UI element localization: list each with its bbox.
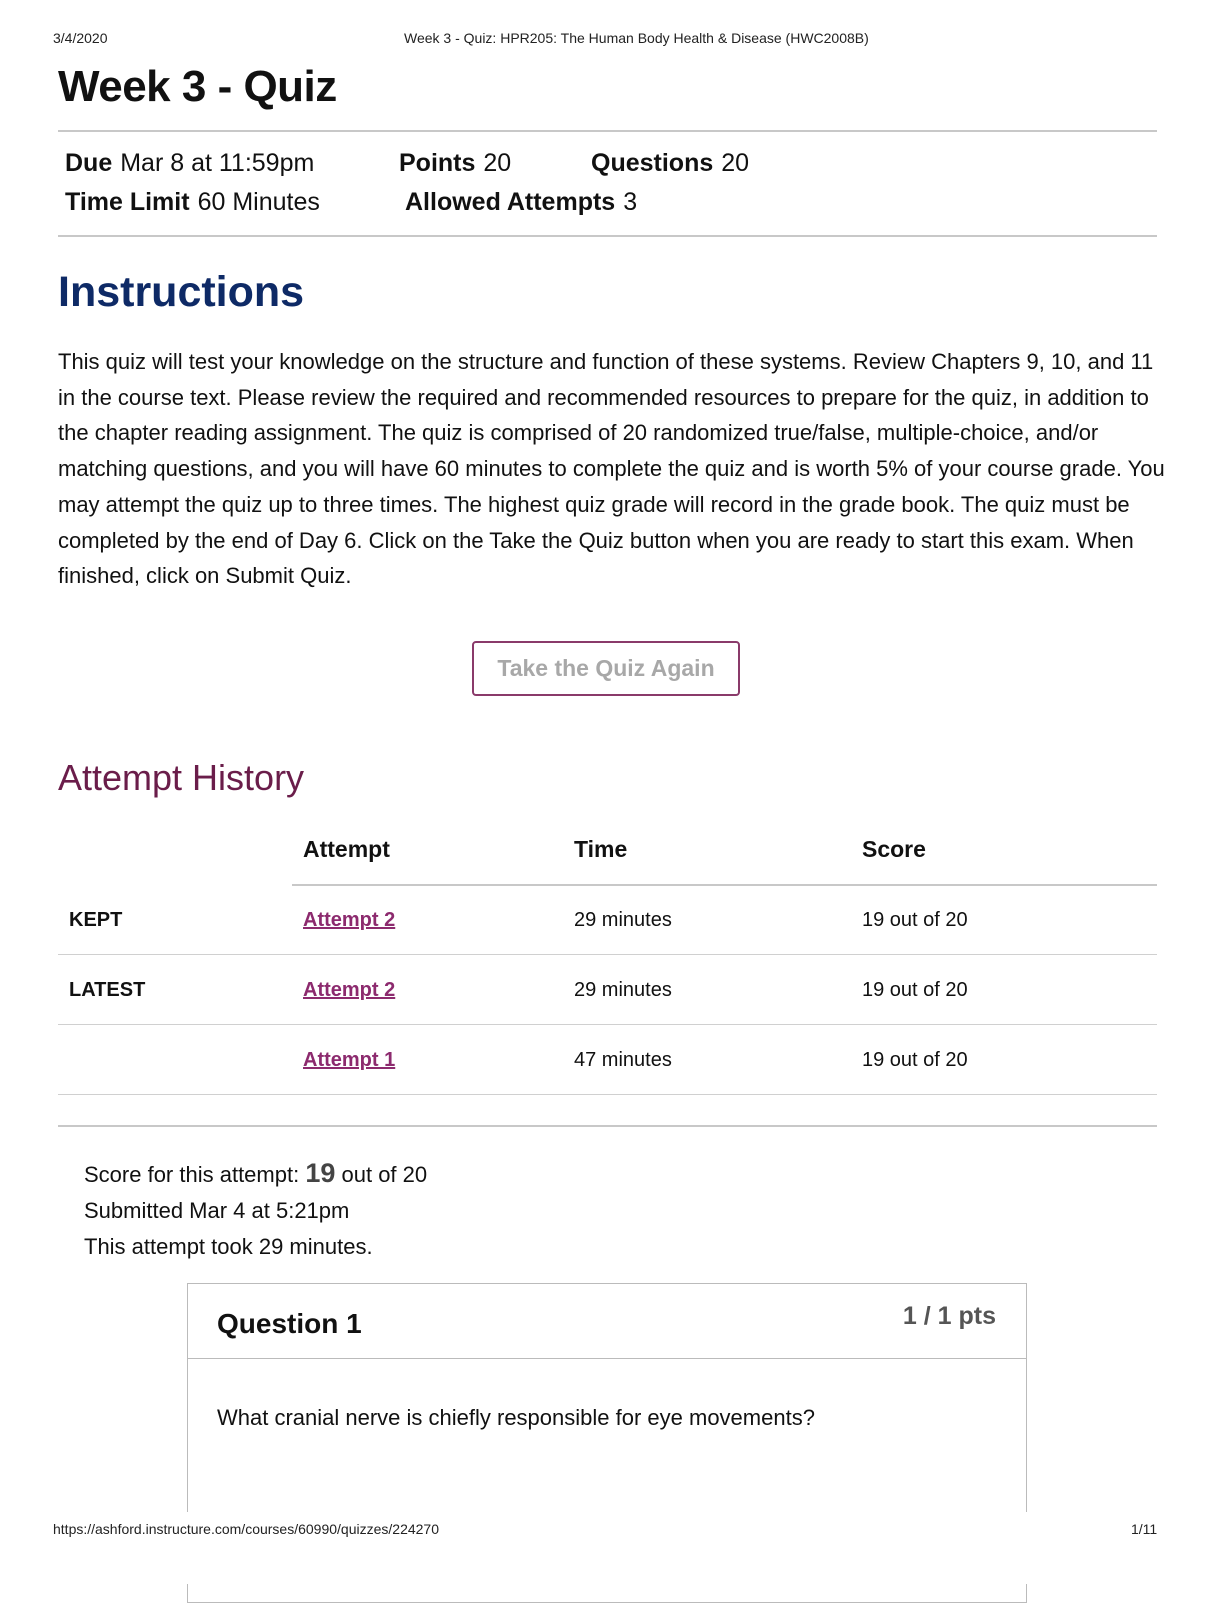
question-points: 1 / 1 pts <box>902 1302 996 1330</box>
print-date: 3/4/2020 <box>53 30 108 46</box>
instructions-heading: Instructions <box>58 268 305 316</box>
divider <box>58 1024 1157 1025</box>
instructions-text: This quiz will test your knowledge on the structure and function of these systems. Review Chapters 9, 10, and 11 in the course text. Please review the required and recommended resources to prepare for the quiz, in addition to the chapter reading assignment. The quiz is comprised of 20 randomized true/false, multiple-choice, and/or matching questions, and you will have 60 minutes to complete the quiz and is worth 5% of your course grade. You may attempt the quiz up to three times. The highest quiz grade will record in the grade book. The quiz must be completed by the end of Day 6. Click on the Take the Quiz button when you are ready to start this exam. When finished, click on Submit Quiz. <box>58 349 1165 589</box>
attempts-label: Allowed Attempts <box>405 188 616 216</box>
attempt-link[interactable]: Attempt 2 <box>303 979 396 1001</box>
score-value: 19 <box>305 1158 336 1188</box>
divider <box>292 884 1157 886</box>
divider <box>58 954 1157 955</box>
divider <box>58 130 1157 132</box>
print-title: Week 3 - Quiz: HPR205: The Human Body Health & Disease (HWC2008B) <box>404 30 869 46</box>
attempt-time: 29 minutes <box>574 909 672 931</box>
page-title: Week 3 - Quiz <box>58 62 337 111</box>
question-title: Question 1 <box>217 1308 362 1339</box>
column-header-time: Time <box>574 836 628 862</box>
points <box>399 149 511 178</box>
attempt-link[interactable]: Attempt 1 <box>303 1049 396 1071</box>
question-text: What cranial nerve is chiefly responsible for eye movements? <box>217 1405 815 1430</box>
row-label: KEPT <box>69 909 123 931</box>
attempt-time: 29 minutes <box>574 979 672 1001</box>
attempt-score: 19 out of 20 <box>862 979 968 1001</box>
points-label: Points <box>399 149 476 177</box>
time-limit-value: 60 Minutes <box>197 188 320 216</box>
score-prefix: Score for this attempt: <box>84 1162 300 1187</box>
attempt-duration: This attempt took 29 minutes. <box>84 1234 373 1259</box>
questions-value: 20 <box>721 149 750 177</box>
divider <box>58 1125 1157 1127</box>
time-limit-label: Time Limit <box>65 188 190 216</box>
due-date <box>65 149 314 178</box>
score-suffix: out of 20 <box>341 1162 428 1187</box>
attempt-score: 19 out of 20 <box>862 1049 968 1071</box>
print-page-number: 1/11 <box>1131 1521 1158 1537</box>
due-label: Due <box>65 149 113 177</box>
attempt-link[interactable]: Attempt 2 <box>303 909 396 931</box>
questions-label: Questions <box>591 149 714 177</box>
attempt-history-heading: Attempt History <box>58 757 305 798</box>
row-label: LATEST <box>69 979 146 1001</box>
time-limit <box>65 188 320 217</box>
take-quiz-again-button[interactable]: Take the Quiz Again <box>472 641 740 696</box>
column-header-attempt: Attempt <box>303 836 390 862</box>
questions <box>591 149 749 178</box>
points-value: 20 <box>483 149 512 177</box>
column-header-score: Score <box>862 836 926 862</box>
allowed-attempts <box>405 188 637 217</box>
divider <box>58 235 1157 237</box>
submitted-time: Submitted Mar 4 at 5:21pm <box>84 1198 350 1223</box>
attempts-value: 3 <box>623 188 638 216</box>
attempt-time: 47 minutes <box>574 1049 672 1071</box>
attempt-score: 19 out of 20 <box>862 909 968 931</box>
due-value: Mar 8 at 11:59pm <box>120 149 315 177</box>
print-url: https://ashford.instructure.com/courses/60990/quizzes/224270 <box>53 1521 439 1537</box>
divider <box>58 1094 1157 1095</box>
question-header <box>188 1284 1026 1359</box>
attempt-score-summary <box>84 1158 427 1189</box>
